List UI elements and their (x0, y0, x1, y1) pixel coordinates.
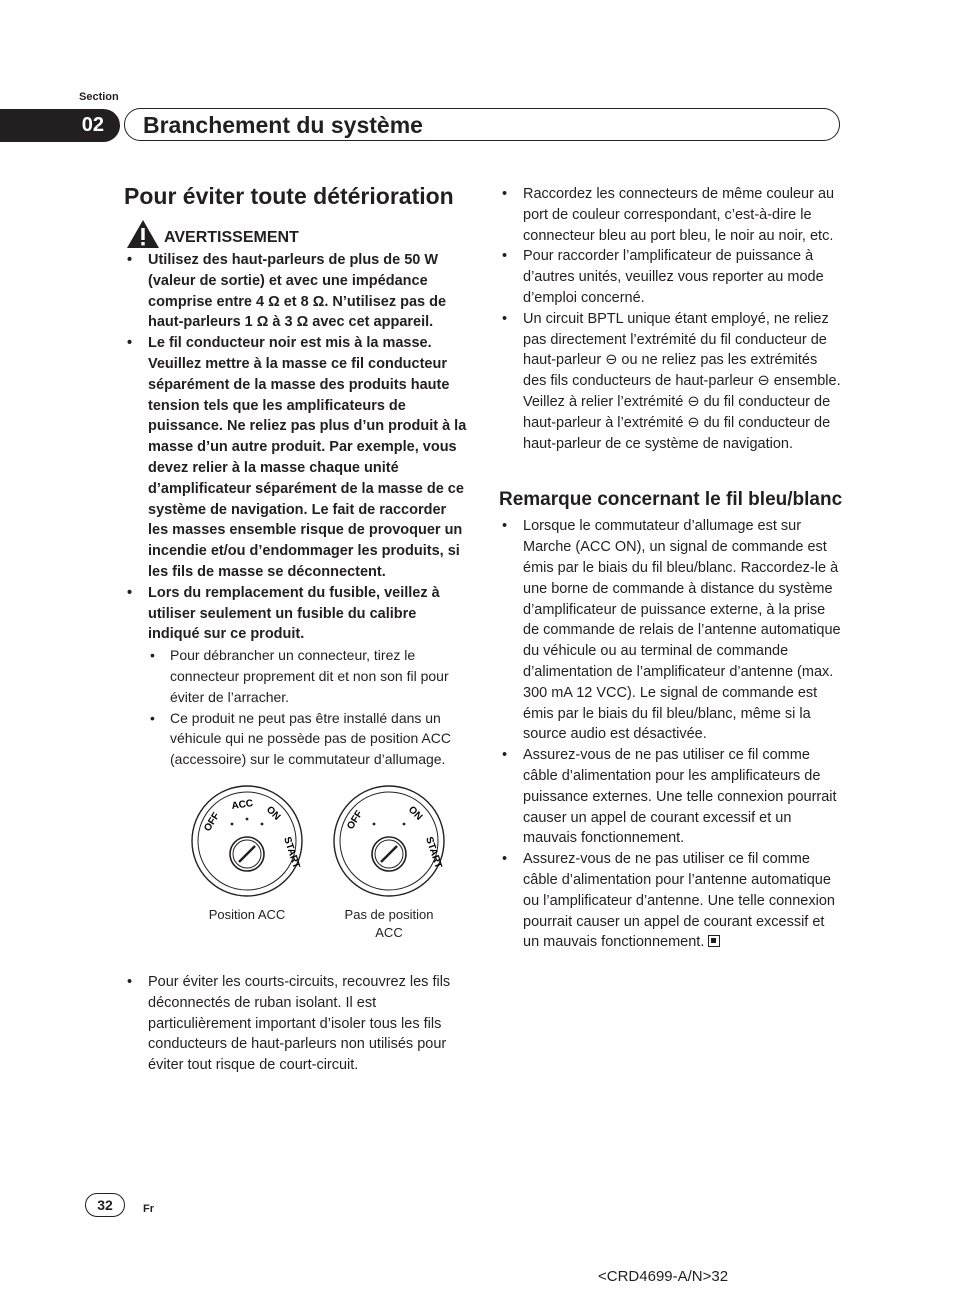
switch1-caption: Position ACC (208, 906, 286, 922)
sub-item: • Pour débrancher un connecteur, tirez le connecteur proprement dit et non son fil pour éviter de l’arracher. (148, 645, 469, 707)
warning-header (126, 220, 469, 248)
heading-blue-white-wire: Remarque concernant le fil bleu/blanc (499, 489, 843, 511)
switch2-on-label: ON (405, 804, 425, 823)
warning-title: AVERTISSEMENT (164, 228, 299, 246)
list-item-text: Assurez-vous de ne pas utiliser ce fil comme câble d’alimentation pour l’antenne automatique ou l’amplificateur d’antenne. Une telle connexion pourrait causer un appel de courant excessif et un mauvais fonctionnement. (523, 851, 835, 951)
warning-triangle-icon (126, 219, 160, 249)
warning-item-text: Lors du remplacement du fusible, veillez à utiliser seulement un fusible du calibre indiqué sur ce produit. (148, 584, 440, 643)
warning-list (124, 250, 469, 770)
switch2-caption-line1: Pas de position (344, 906, 434, 922)
section-number: 02 (0, 109, 120, 142)
ignition-switch-figure (124, 782, 469, 972)
blue-white-wire-list (499, 516, 844, 953)
left-column (124, 182, 469, 1076)
list-item (499, 849, 844, 953)
switch2-start-label: START (423, 835, 444, 870)
switch1-on-label: ON (263, 804, 283, 823)
switch1-off-label: OFF (202, 810, 223, 834)
connection-notes-list (499, 184, 844, 454)
switch1-start-label: START (281, 835, 302, 870)
switch2-caption-line2: ACC (375, 924, 403, 940)
warning-item: • Le fil conducteur noir est mis à la masse. Veuillez mettre à la masse ce fil conducteur séparément de la masse des produits haute tension tels que les amplificateurs de puissance. Ne reliez pas plus d’un produit à la masse d’un autre produit. Par exemple, vous devez relier à la masse chaque unité d’amplificateur séparément de la masse de ce système de navigation. Le fait de raccorder les masses ensemble risque de provoquer un incendie et/ou d’endommager les produits, si les fils de masse se déconnectent. (124, 333, 469, 583)
sub-item: • Ce produit ne peut pas être installé dans un véhicule qui ne possède pas de position ACC (accessoire) sur le commutateur d’allumage. (148, 708, 469, 770)
list-item: • Pour éviter les courts-circuits, recouvrez les fils déconnectés de ruban isolant. Il est particulièrement important d’isoler tous les fils conducteurs de haut-parleurs non utilisés pour éviter tout risque de court-circuit. (124, 972, 469, 1076)
language-code: Fr (143, 1203, 154, 1215)
heading-avoid-damage: Pour éviter toute détérioration (124, 183, 454, 209)
section-label: Section (79, 91, 119, 103)
document-code: <CRD4699-A/N>32 (598, 1268, 729, 1285)
ignition-switch-acc-diagram (188, 782, 306, 900)
section-title: Branchement du système (143, 112, 423, 138)
switch1-acc-label: ACC (230, 797, 254, 812)
end-of-section-icon (708, 935, 720, 947)
ignition-switch-no-acc-diagram (330, 782, 448, 900)
list-item: • Pour raccorder l’amplificateur de puissance à d’autres unités, veuillez vous reporter au mode d’emploi concerné. (499, 246, 844, 308)
after-figure-list (124, 972, 469, 1076)
list-item: • Raccordez les connecteurs de même couleur au port de couleur correspondant, c’est-à-dire le connecteur bleu au port bleu, le noir au noir, etc. (499, 184, 844, 246)
right-column (499, 184, 844, 953)
switch2-off-label: OFF (345, 808, 366, 832)
list-item: • Lorsque le commutateur d’allumage est sur Marche (ACC ON), un signal de commande est émis par le biais du fil bleu/blanc. Raccordez-le à une borne de commande à distance du système d’amplificateur de puissance externe, à la prise de commande de relais de l’antenne automatique du véhicule ou au terminal de commande d’alimentation de l’amplificateur d’antenne (max. 300 mA 12 VCC). Le signal de commande est émis par le biais du fil bleu/blanc, même si la source audio est désactivée. (499, 516, 844, 745)
page-number: 32 (85, 1193, 125, 1217)
switch2-caption (330, 906, 448, 942)
warning-item: • Utilisez des haut-parleurs de plus de 50 W (valeur de sortie) et avec une impédance comprise entre 4 Ω et 8 Ω. N’utilisez pas de haut-parleurs 1 Ω à 3 Ω avec cet appareil. (124, 250, 469, 333)
warning-item (124, 583, 469, 770)
list-item: • Assurez-vous de ne pas utiliser ce fil comme câble d’alimentation pour les amplificateurs de puissance externes. Une telle connexion pourrait causer un appel de courant excessif et un mauvais fonctionnement. (499, 745, 844, 849)
list-item: • Un circuit BPTL unique étant employé, ne reliez pas directement l’extrémité du fil conducteur de haut-parleur ⊖ ou ne reliez pas les extrémités des fils conducteurs de haut-parleur ⊖ ensemble. Veillez à relier l’extrémité ⊖ du fil conducteur de haut-parleur à l’extrémité ⊖ du fil conducteur de haut-parleur de ce système de navigation. (499, 309, 844, 455)
warning-sub-list (148, 645, 469, 770)
